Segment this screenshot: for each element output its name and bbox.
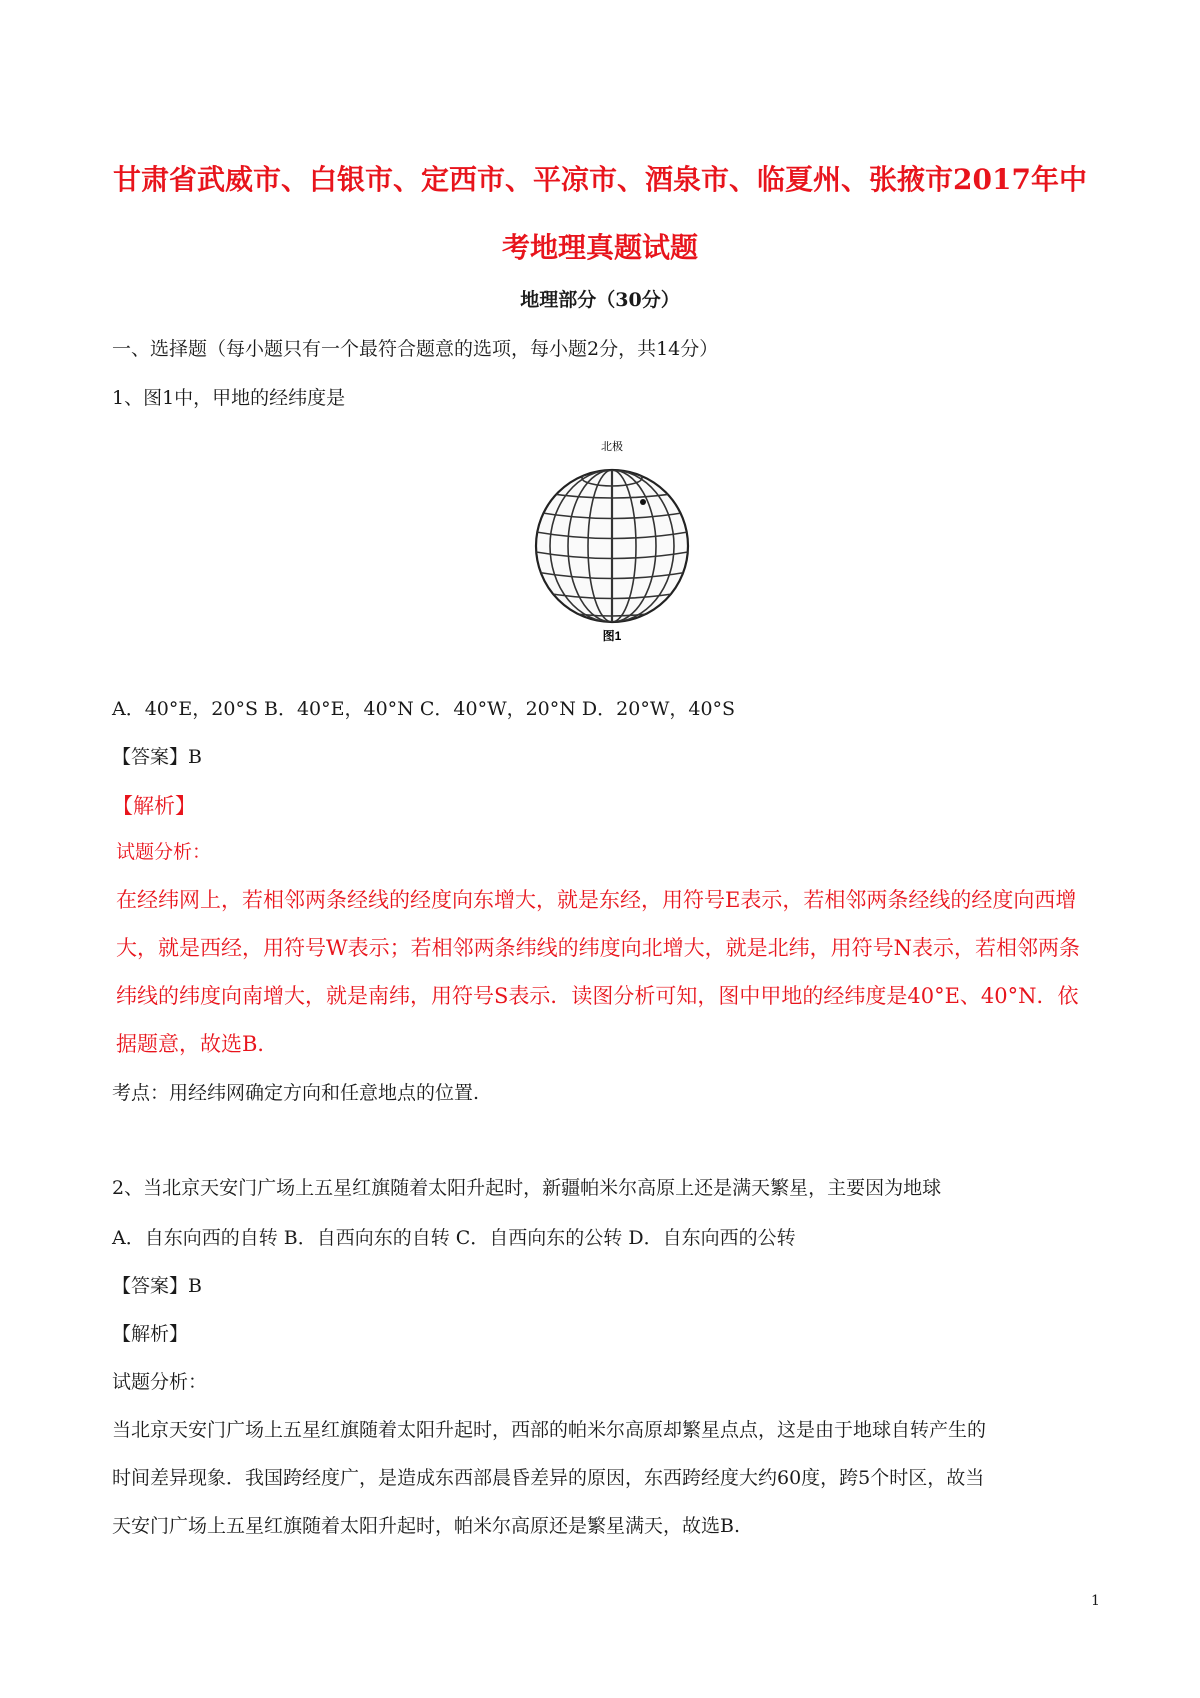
page-title-line-1: 甘肃省武威市、白银市、定西市、平凉市、酒泉市、临夏州、张掖市2017年中 [113, 163, 1087, 196]
figure-caption: 图1 [602, 629, 622, 643]
page-title-line-2: 考地理真题试题 [501, 231, 698, 264]
q2-analysis-line-1: 当北京天安门广场上五星红旗随着太阳升起时，西部的帕米尔高原却繁星点点，这是由于地球自转产生的 [112, 1419, 987, 1441]
q1-kaodian: 考点：用经纬网确定方向和任意地点的位置. [112, 1082, 480, 1104]
q1-stem: 1、图1中，甲地的经纬度是 [112, 387, 346, 409]
q1-analysis-line-2: 大，就是西经，用符号W表示；若相邻两条纬线的纬度向北增大，就是北纬，用符号N表示，若相邻两条 [116, 936, 1080, 960]
q1-answer: 【答案】B [112, 746, 202, 768]
north-pole-label: 北极 [601, 441, 623, 453]
q1-analysis-intro: 试题分析： [116, 841, 212, 863]
q1-analysis-line-1: 在经纬网上，若相邻两条经线的经度向东增大，就是东经，用符号E表示，若相邻两条经线的经度向西增 [116, 888, 1077, 912]
point-jia-marker [640, 499, 646, 505]
q2-analysis-label: 【解析】 [112, 1323, 189, 1345]
globe-graticule-image [525, 432, 700, 650]
q2-analysis-line-2: 时间差异现象．我国跨经度广，是造成东西部晨昏差异的原因，东西跨经度大约60度，跨5个时区，故当 [112, 1467, 985, 1489]
globe-figure [525, 432, 700, 650]
section-heading: 地理部分（30分） [520, 289, 680, 311]
q2-stem: 2、当北京天安门广场上五星红旗随着太阳升起时，新疆帕米尔高原上还是满天繁星，主要因为地球 [112, 1177, 942, 1199]
q2-answer: 【答案】B [112, 1275, 202, 1297]
q1-analysis-label: 【解析】 [112, 794, 196, 818]
page-number: 1 [1091, 1593, 1100, 1609]
part1-heading: 一、选择题（每小题只有一个最符合题意的选项，每小题2分，共14分） [112, 338, 719, 360]
q2-analysis-intro: 试题分析： [112, 1371, 208, 1393]
q2-analysis-line-3: 天安门广场上五星红旗随着太阳升起时，帕米尔高原还是繁星满天，故选B. [112, 1515, 741, 1537]
q1-analysis-line-3: 纬线的纬度向南增大，就是南纬，用符号S表示．读图分析可知，图中甲地的经纬度是40°E、40°N．依 [116, 984, 1079, 1008]
q2-options: A．自东向西的自转 B．自西向东的自转 C．自西向东的公转 D．自东向西的公转 [112, 1227, 796, 1249]
q1-options: A．40°E，20°S B．40°E，40°N C．40°W，20°N D．20°W，40°S [112, 698, 736, 720]
q1-analysis-line-4: 据题意，故选B． [116, 1032, 279, 1056]
